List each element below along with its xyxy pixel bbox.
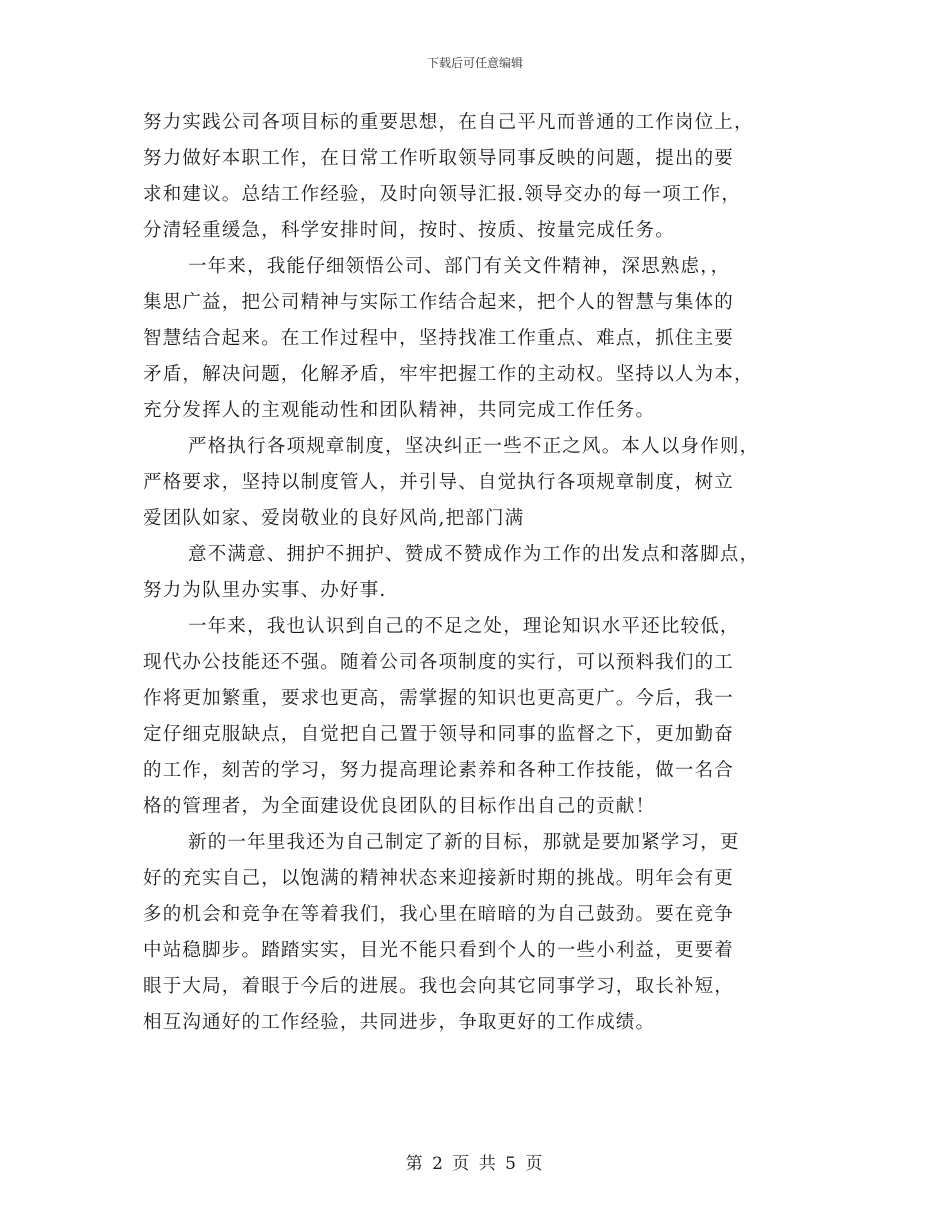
paragraph-first-line: 意不满意、拥护不拥护、赞成不赞成作为工作的出发点和落脚点， bbox=[188, 544, 760, 565]
text-line: 的工作，刻苦的学习，努力提高理论素养和各种工作技能，做一名合 bbox=[143, 760, 735, 781]
text-line: 爱团队如家、爱岗敬业的良好风尚,把部门满 bbox=[143, 508, 525, 529]
page-number-footer: 第 2 页 共 5 页 bbox=[405, 1154, 545, 1174]
text-line: 分清轻重缓急，科学安排时间，按时、按质、按量完成任务。 bbox=[143, 220, 675, 241]
text-line: 中站稳脚步。踏踏实实，目光不能只看到个人的一些小利益，更要着 bbox=[143, 940, 735, 961]
page-header: 下载后可任意编辑 bbox=[426, 56, 523, 70]
text-line: 求和建议。总结工作经验，及时向领导汇报.领导交办的每一项工作， bbox=[143, 184, 742, 205]
text-line: 好的充实自己，以饱满的精神状态来迎接新时期的挑战。明年会有更 bbox=[143, 868, 735, 889]
text-line: 充分发挥人的主观能动性和团队精神，共同完成工作任务。 bbox=[143, 400, 656, 421]
text-line: 努力实践公司各项目标的重要思想，在自己平凡而普通的工作岗位上， bbox=[143, 112, 754, 133]
document-body bbox=[143, 105, 811, 1041]
text-line: 相互沟通好的工作经验，共同进步，争取更好的工作成绩。 bbox=[143, 1012, 656, 1033]
text-line: 矛盾，解决问题，化解矛盾，牢牢把握工作的主动权。坚持以人为本， bbox=[143, 364, 754, 385]
text-line: 智慧结合起来。在工作过程中，坚持找准工作重点、难点，抓住主要 bbox=[143, 328, 735, 349]
paragraph-first-line: 一年来，我也认识到自己的不足之处，理论知识水平还比较低， bbox=[188, 616, 740, 637]
paragraph-first-line: 一年来，我能仔细领悟公司、部门有关文件精神，深思熟虑，， bbox=[188, 256, 731, 277]
text-line: 集思广益，把公司精神与实际工作结合起来，把个人的智慧与集体的 bbox=[143, 292, 735, 313]
text-line: 严格要求，坚持以制度管人，并引导、自觉执行各项规章制度，树立 bbox=[143, 472, 735, 493]
text-line: 格的管理者，为全面建设优良团队的目标作出自己的贡献！ bbox=[143, 796, 656, 817]
text-line: 作将更加繁重，要求也更高，需掌握的知识也更高更广。今后，我一 bbox=[143, 688, 735, 709]
paragraph-first-line: 严格执行各项规章制度，坚决纠正一些不正之风。本人以身作则， bbox=[188, 436, 760, 457]
paragraph-first-line: 新的一年里我还为自己制定了新的目标，那就是要加紧学习，更 bbox=[188, 832, 740, 853]
text-line: 现代办公技能还不强。随着公司各项制度的实行，可以预料我们的工 bbox=[143, 652, 735, 673]
text-line: 定仔细克服缺点，自觉把自己置于领导和同事的监督之下，更加勤奋 bbox=[143, 724, 735, 745]
text-line: 眼于大局，着眼于今后的进展。我也会向其它同事学习，取长补短， bbox=[143, 976, 735, 997]
text-line: 多的机会和竞争在等着我们，我心里在暗暗的为自己鼓劲。要在竞争 bbox=[143, 904, 735, 925]
text-line: 努力为队里办实事、办好事. bbox=[143, 580, 387, 601]
text-line: 努力做好本职工作，在日常工作听取领导同事反映的问题，提出的要 bbox=[143, 148, 735, 169]
